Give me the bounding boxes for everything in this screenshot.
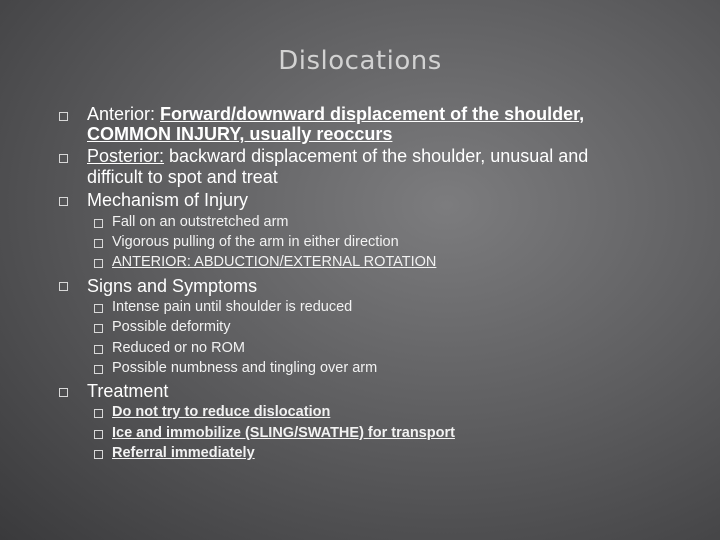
slide-title-text: Dislocations bbox=[278, 46, 442, 76]
bullet-square-icon bbox=[59, 282, 68, 291]
posterior-description: backward displacement of the shoulder, unusual and bbox=[164, 146, 589, 166]
mechanism-item-3: ANTERIOR: ABDUCTION/EXTERNAL ROTATION bbox=[112, 254, 437, 270]
treatment-heading: Treatment bbox=[87, 381, 169, 401]
signs-item-3: Reduced or no ROM bbox=[112, 340, 245, 356]
posterior-line-2: difficult to spot and treat bbox=[87, 167, 278, 187]
anterior-line-1 bbox=[87, 104, 584, 124]
sub-bullet-square-icon bbox=[94, 345, 103, 354]
sub-bullet-square-icon bbox=[94, 219, 103, 228]
mechanism-heading: Mechanism of Injury bbox=[87, 190, 249, 210]
sub-bullet-square-icon bbox=[94, 304, 103, 313]
bullet-square-icon bbox=[59, 388, 68, 397]
bullet-square-icon bbox=[59, 197, 68, 206]
signs-item-1: Intense pain until shoulder is reduced bbox=[112, 299, 353, 315]
signs-heading: Signs and Symptoms bbox=[87, 276, 258, 296]
posterior-line-1 bbox=[87, 146, 588, 166]
bullet-square-icon bbox=[59, 154, 68, 163]
anterior-line-2: COMMON INJURY, usually reoccurs bbox=[87, 124, 393, 144]
treatment-item-2: Ice and immobilize (SLING/SWATHE) for transport bbox=[112, 425, 455, 441]
signs-item-4: Possible numbness and tingling over arm bbox=[112, 360, 378, 376]
sub-bullet-square-icon bbox=[94, 259, 103, 268]
mechanism-item-1: Fall on an outstretched arm bbox=[112, 214, 289, 230]
sub-bullet-square-icon bbox=[94, 324, 103, 333]
treatment-item-1: Do not try to reduce dislocation bbox=[112, 404, 331, 420]
sub-bullet-square-icon bbox=[94, 239, 103, 248]
sub-bullet-square-icon bbox=[94, 450, 103, 459]
sub-bullet-square-icon bbox=[94, 430, 103, 439]
treatment-item-3: Referral immediately bbox=[112, 445, 255, 461]
signs-item-2: Possible deformity bbox=[112, 319, 231, 335]
posterior-label: Posterior: bbox=[87, 146, 165, 166]
anterior-description: Forward/downward displacement of the shoulder, bbox=[160, 104, 585, 124]
mechanism-item-2: Vigorous pulling of the arm in either direction bbox=[112, 234, 399, 250]
bullet-square-icon bbox=[59, 112, 68, 121]
sub-bullet-square-icon bbox=[94, 365, 103, 374]
sub-bullet-square-icon bbox=[94, 409, 103, 418]
anterior-label: Anterior: bbox=[87, 104, 156, 124]
